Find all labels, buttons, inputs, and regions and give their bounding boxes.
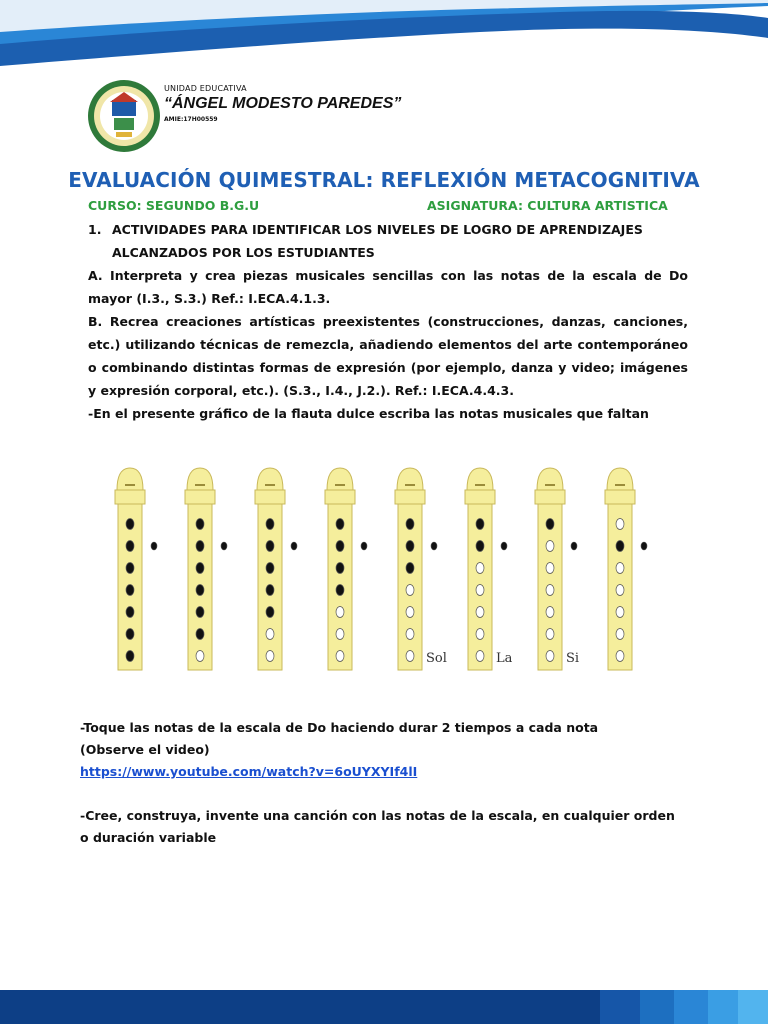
recorder-head: [397, 468, 423, 490]
finger-hole: [406, 651, 414, 662]
finger-hole: [546, 585, 554, 596]
finger-hole: [616, 629, 624, 640]
finger-hole: [546, 563, 554, 574]
finger-hole: [616, 651, 624, 662]
recorder-fingering-chart: [100, 462, 660, 680]
finger-hole: [336, 541, 344, 552]
finger-hole: [266, 629, 274, 640]
recorder-joint: [185, 490, 215, 504]
finger-hole: [476, 519, 484, 530]
recorder-window: [125, 484, 135, 486]
finger-hole: [336, 519, 344, 530]
school-type: UNIDAD EDUCATIVA: [164, 84, 247, 93]
recorder-joint: [255, 490, 285, 504]
finger-hole: [476, 629, 484, 640]
instruction-play: -Toque las notas de la escala de Do haciendo durar 2 tiempos a cada nota: [80, 720, 599, 735]
finger-hole: [196, 541, 204, 552]
item-a: A. Interpreta y crea piezas musicales sencillas con las notas de la escala de Do mayor (I.3., S.3.) Ref.: I.ECA.4.1.3.: [88, 268, 688, 306]
finger-hole: [476, 651, 484, 662]
finger-hole: [406, 607, 414, 618]
page-title: EVALUACIÓN QUIMESTRAL: REFLEXIÓN METACOGNITIVA: [68, 168, 700, 192]
finger-hole: [266, 585, 274, 596]
recorder-4: [325, 468, 367, 670]
thumb-hole: [501, 542, 507, 550]
finger-hole: [616, 519, 624, 530]
finger-hole: [126, 629, 134, 640]
finger-hole: [336, 629, 344, 640]
activity-number: 1.: [88, 222, 102, 237]
recorder-6: [465, 468, 513, 670]
finger-hole: [196, 585, 204, 596]
note-label: Sol: [426, 651, 447, 666]
recorder-window: [615, 484, 625, 486]
finger-hole: [266, 607, 274, 618]
finger-hole: [336, 563, 344, 574]
header-wave: [0, 0, 768, 80]
recorder-joint: [605, 490, 635, 504]
recorder-joint: [325, 490, 355, 504]
recorder-8: [605, 468, 647, 670]
finger-hole: [196, 629, 204, 640]
recorder-1: [115, 468, 157, 670]
finger-hole: [196, 563, 204, 574]
footer-bar: [0, 990, 768, 1024]
finger-hole: [616, 585, 624, 596]
finger-hole: [266, 541, 274, 552]
finger-hole: [546, 541, 554, 552]
recorder-head: [537, 468, 563, 490]
finger-hole: [336, 651, 344, 662]
recorder-joint: [115, 490, 145, 504]
finger-hole: [546, 651, 554, 662]
recorder-head: [607, 468, 633, 490]
recorder-joint: [465, 490, 495, 504]
instruction-observe: (Observe el video): [80, 742, 210, 757]
recorder-joint: [395, 490, 425, 504]
finger-hole: [616, 541, 624, 552]
note-label: Si: [566, 651, 580, 666]
amie-code: AMIE:17H00559: [164, 116, 218, 123]
recorder-window: [335, 484, 345, 486]
subject-label: ASIGNATURA: CULTURA ARTISTICA: [427, 198, 668, 213]
thumb-hole: [221, 542, 227, 550]
recorder-5: [395, 468, 447, 670]
thumb-hole: [641, 542, 647, 550]
content-body: [88, 218, 688, 425]
finger-hole: [196, 607, 204, 618]
finger-hole: [336, 585, 344, 596]
instructions-block: [80, 717, 680, 849]
recorder-window: [195, 484, 205, 486]
finger-hole: [406, 519, 414, 530]
finger-hole: [196, 519, 204, 530]
finger-hole: [126, 607, 134, 618]
recorder-joint: [535, 490, 565, 504]
recorder-3: [255, 468, 297, 670]
instruction-create: -Cree, construya, invente una canción con las notas de la escala, en cualquier orden o duración variable: [80, 808, 675, 845]
finger-hole: [406, 541, 414, 552]
recorder-head: [327, 468, 353, 490]
finger-hole: [266, 563, 274, 574]
finger-hole: [616, 563, 624, 574]
course-label: CURSO: SEGUNDO B.G.U: [88, 198, 260, 213]
finger-hole: [406, 585, 414, 596]
finger-hole: [546, 607, 554, 618]
finger-hole: [126, 585, 134, 596]
item-b: B. Recrea creaciones artísticas preexistentes (construcciones, danzas, canciones, etc.) utilizando técnicas de remezcla, añadiendo elementos del arte contemporáneo o combinando distintas formas de expresión (por ejemplo, danza y video; imágenes y expresión corporal, etc.). (S.3., I.4., J.2.). Ref.: I.ECA.4.4.3.: [88, 314, 688, 398]
finger-hole: [266, 651, 274, 662]
school-header: [164, 84, 401, 123]
recorder-head: [187, 468, 213, 490]
finger-hole: [126, 563, 134, 574]
finger-hole: [476, 541, 484, 552]
recorder-head: [467, 468, 493, 490]
note-label: La: [496, 651, 513, 666]
thumb-hole: [291, 542, 297, 550]
thumb-hole: [571, 542, 577, 550]
finger-hole: [196, 651, 204, 662]
finger-hole: [476, 607, 484, 618]
thumb-hole: [431, 542, 437, 550]
instruction-flute: -En el presente gráfico de la flauta dulce escriba las notas musicales que faltan: [88, 406, 649, 421]
finger-hole: [546, 629, 554, 640]
recorder-window: [475, 484, 485, 486]
recorder-window: [545, 484, 555, 486]
thumb-hole: [151, 542, 157, 550]
finger-hole: [266, 519, 274, 530]
recorder-head: [117, 468, 143, 490]
activity-title: ACTIVIDADES PARA IDENTIFICAR LOS NIVELES DE LOGRO DE APRENDIZAJES ALCANZADOS POR LOS ESTUDIANTES: [112, 222, 643, 260]
thumb-hole: [361, 542, 367, 550]
finger-hole: [336, 607, 344, 618]
recorder-window: [265, 484, 275, 486]
activity-heading: [88, 218, 688, 264]
recorder-head: [257, 468, 283, 490]
recorder-window: [405, 484, 415, 486]
video-link[interactable]: https://www.youtube.com/watch?v=6oUYXYIf4lI: [80, 764, 418, 779]
school-crest-logo: [86, 78, 162, 154]
finger-hole: [126, 651, 134, 662]
school-name: “ÁNGEL MODESTO PAREDES”: [164, 95, 402, 112]
finger-hole: [126, 519, 134, 530]
recorder-2: [185, 468, 227, 670]
finger-hole: [406, 629, 414, 640]
finger-hole: [546, 519, 554, 530]
finger-hole: [126, 541, 134, 552]
finger-hole: [476, 563, 484, 574]
finger-hole: [406, 563, 414, 574]
recorder-7: [535, 468, 579, 670]
finger-hole: [476, 585, 484, 596]
finger-hole: [616, 607, 624, 618]
